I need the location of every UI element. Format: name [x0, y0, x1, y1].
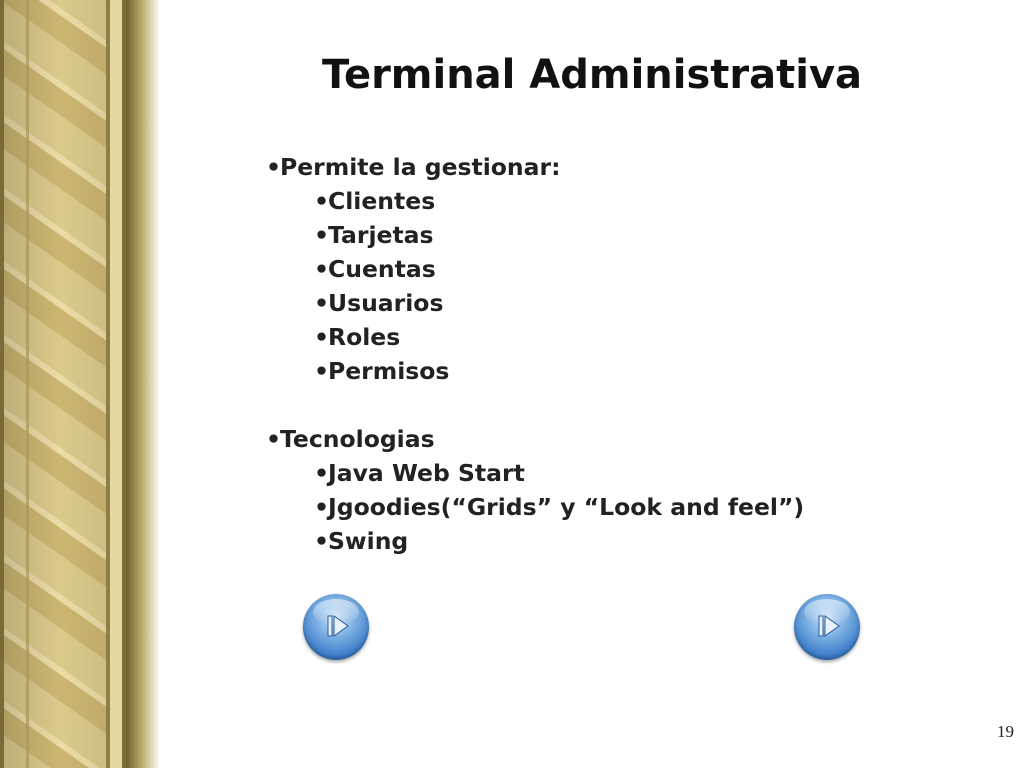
- bullet-icon: •: [314, 459, 330, 487]
- list-item: [266, 184, 966, 218]
- list-heading: [266, 422, 966, 456]
- list-item-label: Java Web Start: [328, 459, 525, 487]
- list-item: [266, 218, 966, 252]
- play-icon: [303, 594, 369, 660]
- list-heading-label: Permite la gestionar:: [280, 153, 561, 181]
- bullet-icon: •: [314, 221, 330, 249]
- bullet-section-gestion: [266, 150, 966, 388]
- back-button[interactable]: [303, 594, 369, 660]
- bullet-icon: •: [314, 323, 330, 351]
- list-item-label: Roles: [328, 323, 401, 351]
- bullet-icon: •: [314, 357, 330, 385]
- list-heading-label: Tecnologias: [280, 425, 435, 453]
- list-item: [266, 252, 966, 286]
- bullet-icon: •: [314, 289, 330, 317]
- bullet-icon: •: [314, 527, 330, 555]
- bullet-icon: •: [314, 493, 330, 521]
- forward-button[interactable]: [794, 594, 860, 660]
- list-item: [266, 456, 966, 490]
- bullet-icon: •: [314, 187, 330, 215]
- list-item: [266, 524, 966, 558]
- list-item: [266, 490, 966, 524]
- list-item-label: Cuentas: [328, 255, 436, 283]
- bullet-icon: •: [314, 255, 330, 283]
- list-item-label: Tarjetas: [328, 221, 434, 249]
- play-icon: [794, 594, 860, 660]
- page-number: 19: [997, 722, 1014, 741]
- list-item: [266, 354, 966, 388]
- list-item-label: Usuarios: [328, 289, 444, 317]
- decorative-border: [0, 0, 160, 768]
- list-item-label: Clientes: [328, 187, 436, 215]
- list-item-label: Swing: [328, 527, 409, 555]
- list-heading: [266, 150, 966, 184]
- bullet-icon: •: [266, 153, 282, 181]
- list-item-label: Jgoodies(“Grids” y “Look and feel”): [328, 493, 805, 521]
- border-pattern: [0, 0, 160, 768]
- page-title: Terminal Administrativa: [321, 52, 863, 98]
- bullet-section-tecnologias: [266, 422, 966, 558]
- bullet-icon: •: [266, 425, 282, 453]
- slide-content: [266, 150, 966, 558]
- list-item-label: Permisos: [328, 357, 450, 385]
- list-item: [266, 320, 966, 354]
- list-item: [266, 286, 966, 320]
